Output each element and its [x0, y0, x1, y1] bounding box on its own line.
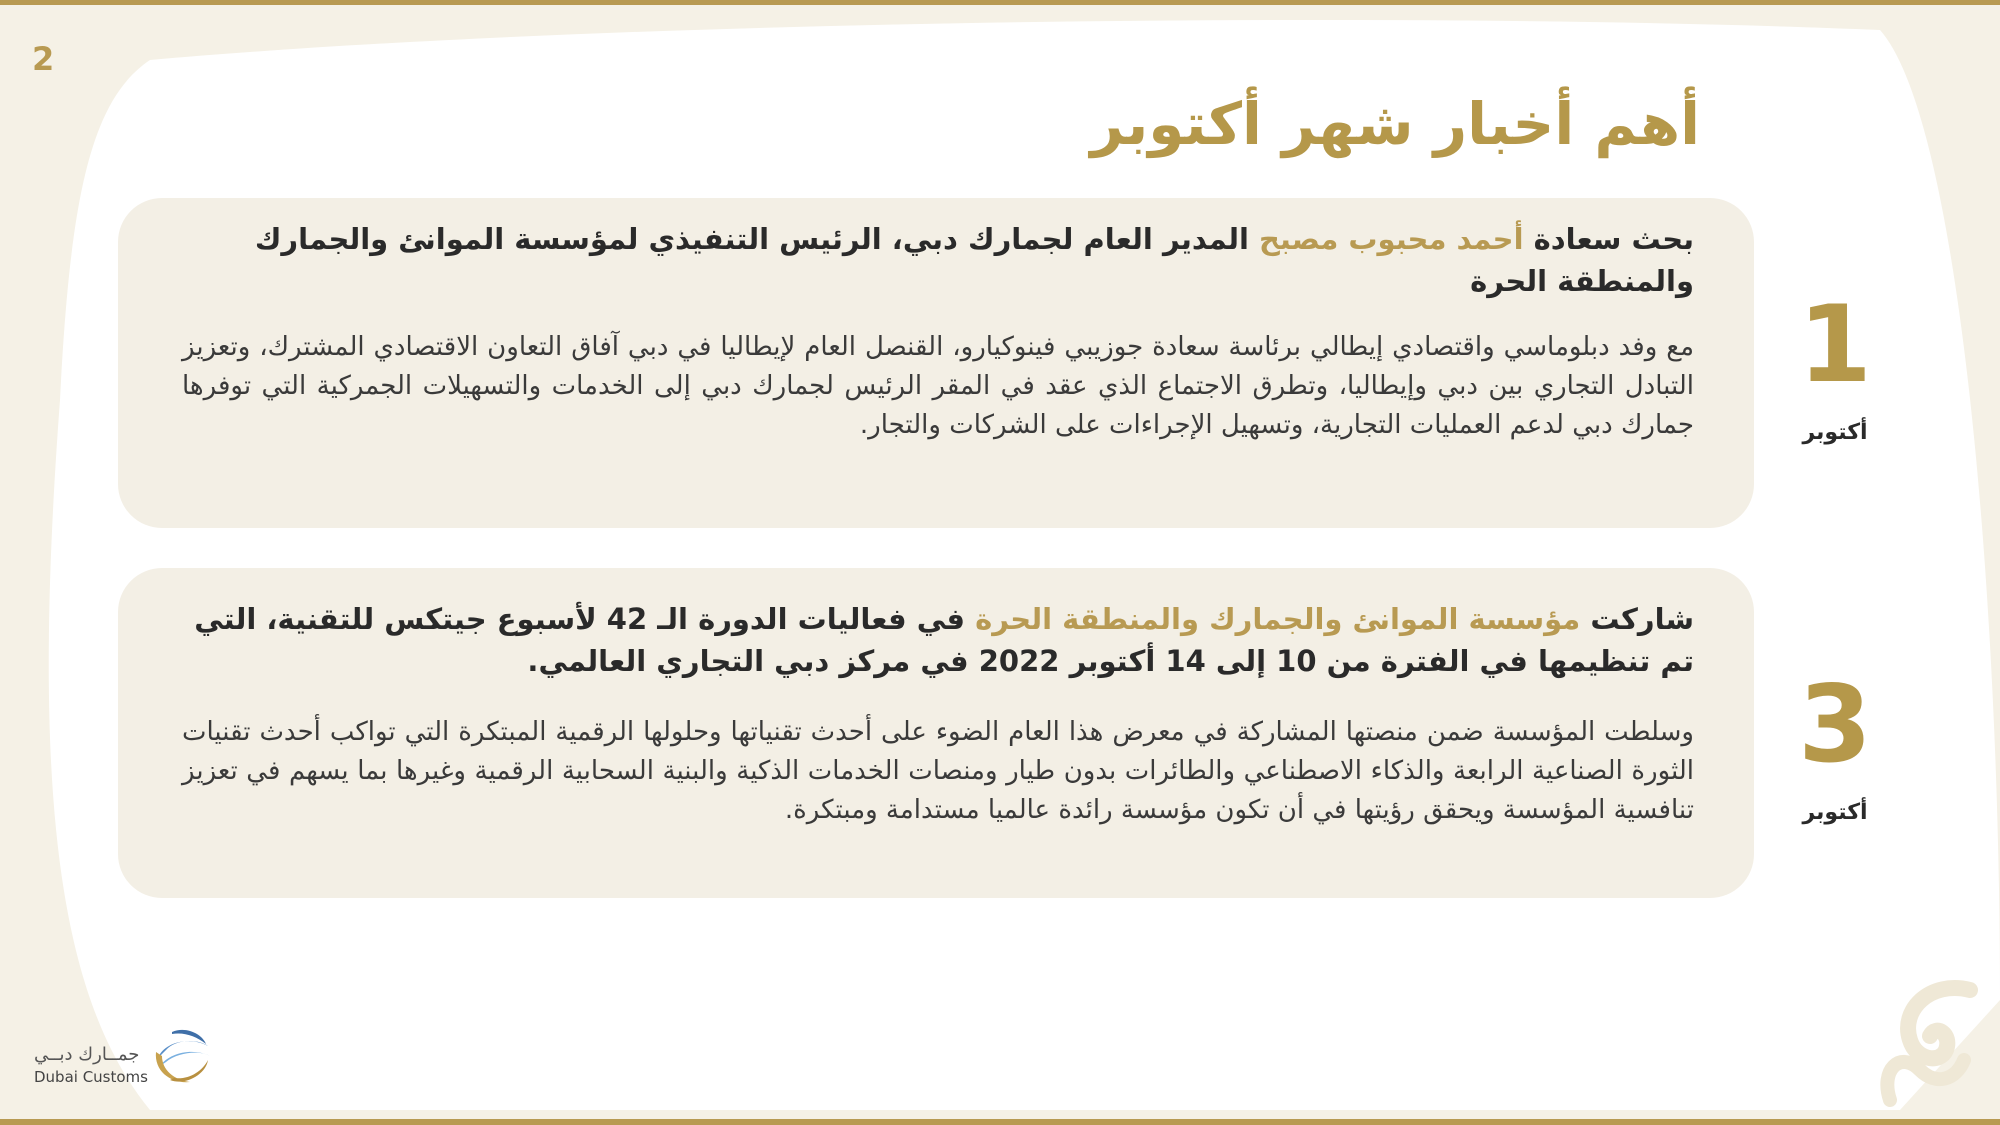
news-body-2: وسلطت المؤسسة ضمن منصتها المشاركة في معرض هذا العام الضوء على أحدث تقنياتها وحلولها الرقمية المبتكرة التي تواكب أحدث تقنيات الثورة الصناعية الرابعة والذكاء الاصطناعي والطائرات بدون طيار ومنصات الخدمات الذكية والبنية السحابية الرقمية وغيرها بما يسهم في تعزيز تنافسية المؤسسة ويحقق رؤيتها في أن تكون مؤسسة رائدة عالميا مستدامة ومبتكرة. — [182, 717, 1694, 825]
calligraphy-corner-icon — [1860, 980, 2000, 1110]
news-body-1: مع وفد دبلوماسي واقتصادي إيطالي برئاسة سعادة جوزيبي فينوكيارو، القنصل العام لإيطاليا في دبي آفاق التعاون الاقتصادي المشترك، وتعزيز التبادل التجاري بين دبي وإيطاليا، وتطرق الاجتماع الذي عقد في المقر الرئيس لجمارك دبي إلى الخدمات والتسهيلات الجمركية التي توفرها جمارك دبي لدعم العمليات التجارية، وتسهيل الإجراءات على الشركات والتجار. — [182, 332, 1694, 440]
news-card-1 — [118, 198, 1754, 528]
headline-prefix: بحث سعادة — [1523, 222, 1694, 256]
page-number: 2 — [32, 40, 55, 78]
news-day-2: 3 — [1798, 663, 1872, 786]
logo-arabic-text: جمــارك دبــي — [34, 1044, 140, 1065]
page-title: أهم أخبار شهر أكتوبر — [1090, 90, 1700, 158]
headline-highlight: مؤسسة الموانئ والجمارك والمنطقة الحرة — [975, 602, 1581, 636]
news-month-1: أكتوبر — [1802, 420, 1868, 445]
headline-suffix: المدير العام لجمارك دبي، الرئيس التنفيذي لمؤسسة الموانئ والجمارك والمنطقة الحرة — [254, 222, 1694, 298]
bottom-border — [0, 1119, 2000, 1125]
news-month-2: أكتوبر — [1802, 800, 1868, 825]
dubai-customs-logo — [30, 1020, 230, 1090]
news-headline-2 — [182, 598, 1694, 682]
news-day-1: 1 — [1798, 283, 1872, 406]
logo-english-text: Dubai Customs — [34, 1068, 148, 1086]
headline-highlight: أحمد محبوب مصبح — [1259, 222, 1524, 256]
news-card-2 — [118, 568, 1754, 898]
news-headline-1 — [182, 218, 1694, 302]
top-border — [0, 0, 2000, 5]
dubai-customs-globe-icon — [150, 1022, 214, 1086]
headline-suffix: في فعاليات الدورة الـ 42 لأسبوع جيتكس للتقنية، التي تم تنظيمها في الفترة من 10 إلى 14 أكتوبر 2022 في مركز دبي التجاري العالمي. — [194, 602, 1694, 678]
headline-prefix: شاركت — [1580, 602, 1694, 636]
